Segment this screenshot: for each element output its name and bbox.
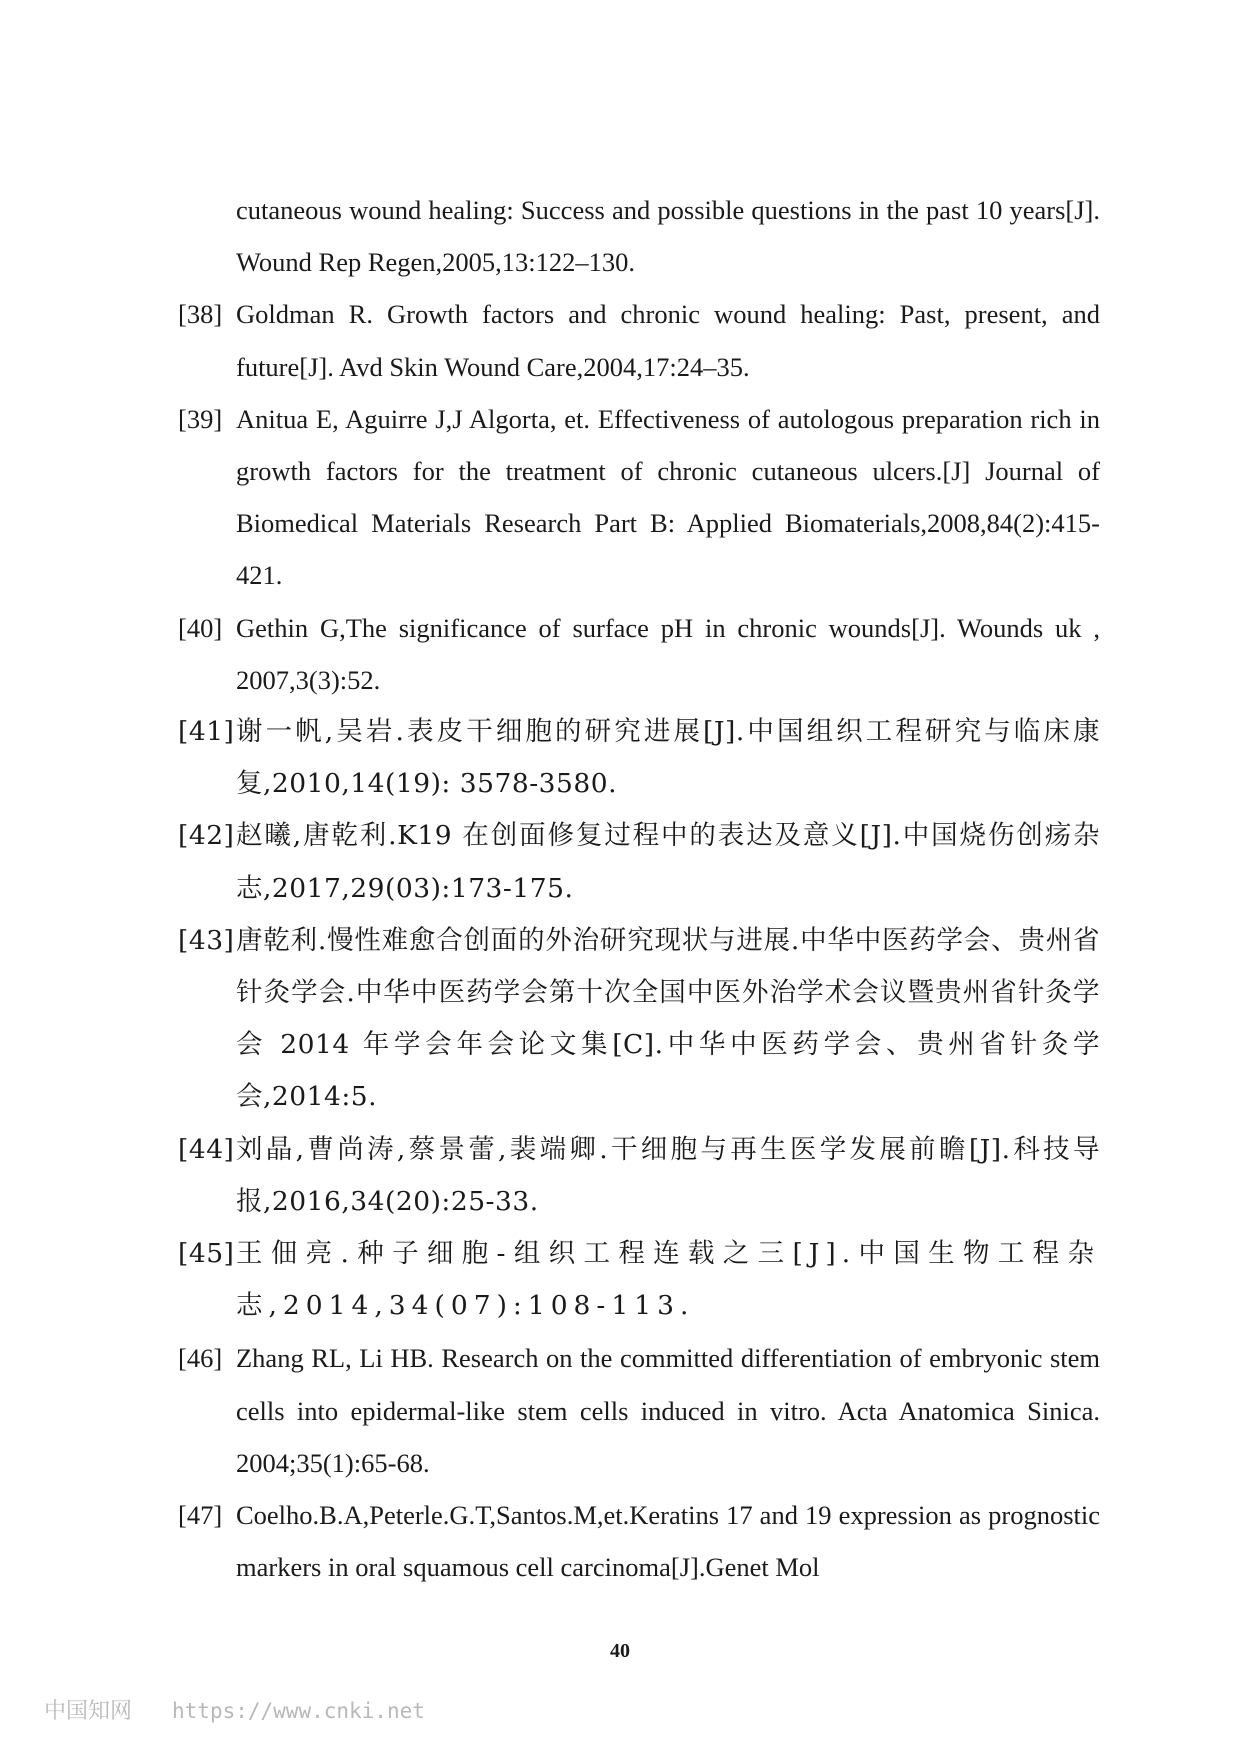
reference-item-39 (178, 393, 1100, 602)
reference-text: Goldman R. Growth factors and chronic wound healing: Past, present, and future[J]. Avd Skin Wound Care,2004,17:24–35. (236, 299, 1100, 382)
reference-number: [47] (178, 1500, 223, 1531)
reference-list (178, 184, 1100, 1593)
watermark-url: https://www.cnki.net (172, 1699, 425, 1723)
reference-item-46 (178, 1332, 1100, 1489)
reference-item-42 (178, 810, 1100, 914)
reference-item-44 (178, 1124, 1100, 1228)
reference-number: [39] (178, 403, 223, 434)
reference-text: 王佃亮.种子细胞-组织工程连载之三[J].中国生物工程杂志,2014,34(07):108-113. (236, 1238, 1100, 1322)
reference-number: [45] (178, 1238, 235, 1270)
reference-number: [44] (178, 1133, 235, 1165)
reference-item-41 (178, 706, 1100, 810)
page-number: 40 (610, 1640, 630, 1662)
reference-item-38 (178, 288, 1100, 392)
reference-number: [42] (178, 820, 235, 852)
reference-text: cutaneous wound healing: Success and possible questions in the past 10 years[J]. Wound Rep Regen,2005,13:122–130. (236, 195, 1100, 278)
reference-text: 唐乾利.慢性难愈合创面的外治研究现状与进展.中华中医药学会、贵州省针灸学会.中华中医药学会第十次全国中医外治学术会议暨贵州省针灸学会 2014 年学会年会论文集[C].中华中医药学会、贵州省针灸学会,2014:5. (236, 924, 1100, 1113)
watermark-logo: 中国知网 (44, 1699, 133, 1724)
reference-text: 谢一帆,吴岩.表皮干细胞的研究进展[J].中国组织工程研究与临床康复,2010,14(19): 3578-3580. (236, 716, 1100, 800)
reference-number: [40] (178, 612, 223, 643)
reference-number: [38] (178, 299, 223, 330)
reference-number: [43] (178, 924, 235, 956)
reference-text: Gethin G,The significance of surface pH in chronic wounds[J]. Wounds uk , 2007,3(3):52. (236, 612, 1100, 695)
reference-item-45 (178, 1228, 1100, 1332)
reference-text: Coelho.B.A,Peterle.G.T,Santos.M,et.Keratins 17 and 19 expression as prognostic markers in oral squamous cell carcinoma[J].Genet Mol (236, 1500, 1100, 1583)
watermark (44, 1694, 425, 1725)
reference-number: [41] (178, 716, 235, 748)
reference-item-43 (178, 915, 1100, 1124)
reference-number: [46] (178, 1343, 223, 1374)
reference-item-37-continued (178, 184, 1100, 288)
reference-item-47 (178, 1489, 1100, 1593)
reference-text: Zhang RL, Li HB. Research on the committed differentiation of embryonic stem cells into epidermal-like stem cells induced in vitro. Acta Anatomica Sinica. 2004;35(1):65-68. (236, 1343, 1100, 1478)
reference-text: 赵曦,唐乾利.K19 在创面修复过程中的表达及意义[J].中国烧伤创疡杂志,2017,29(03):173-175. (236, 820, 1100, 904)
reference-text: 刘晶,曹尚涛,蔡景蕾,裴端卿.干细胞与再生医学发展前瞻[J].科技导报,2016,34(20):25-33. (236, 1133, 1100, 1217)
reference-item-40 (178, 602, 1100, 706)
reference-text: Anitua E, Aguirre J,J Algorta, et. Effectiveness of autologous preparation rich in growth factors for the treatment of chronic cutaneous ulcers.[J] Journal of Biomedical Materials Research Part B: Applied Biomaterials,2008,84(2):415-421. (236, 403, 1100, 591)
